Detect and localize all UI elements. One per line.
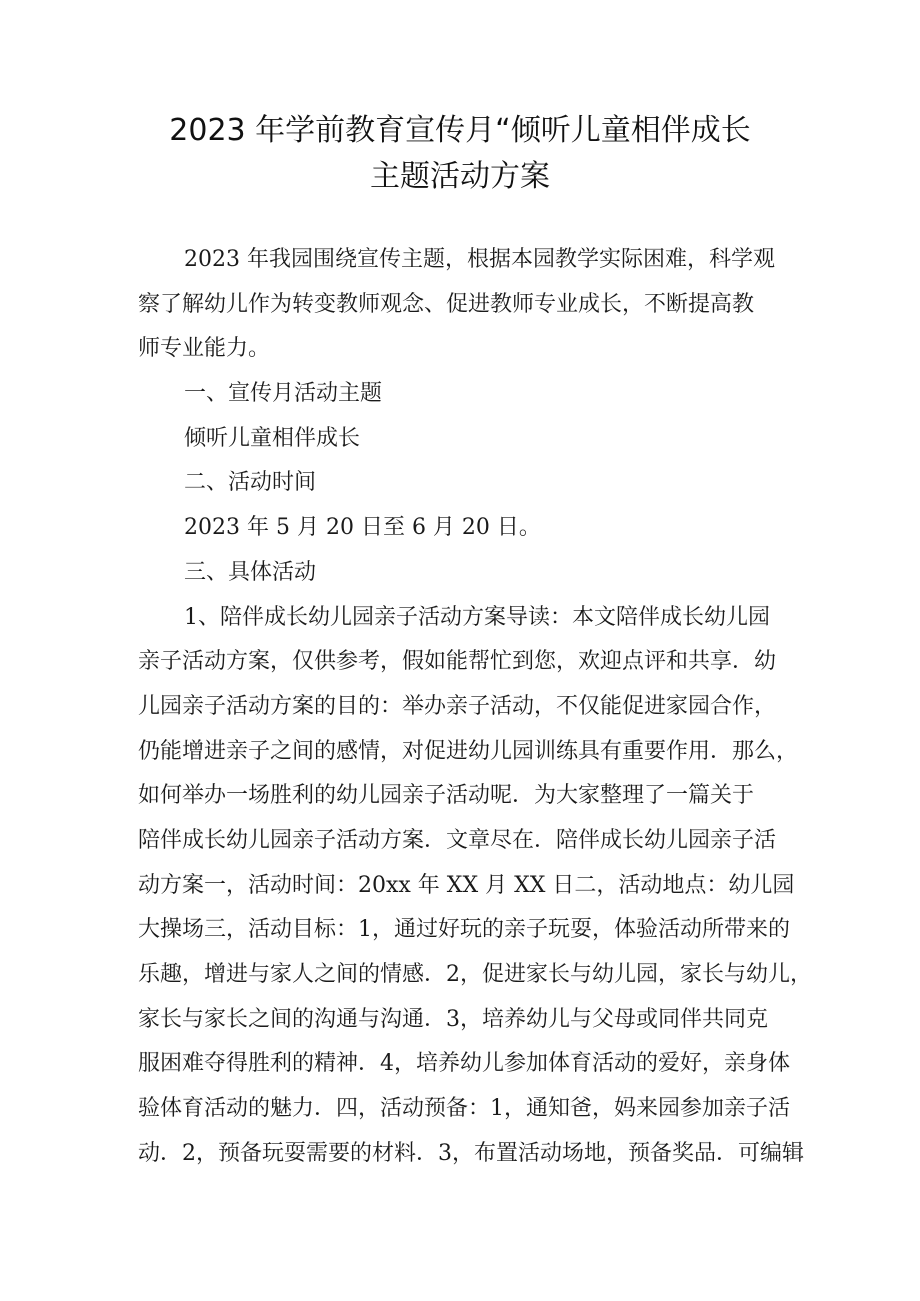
activity-line: 仍能增进亲子之间的感情，对促进幼儿园训练具有重要作用．那么， xyxy=(138,738,799,764)
theme-text: 倾听儿童相伴成长 xyxy=(184,425,361,451)
intro-line: 2023 年我园围绕宣传主题，根据本园教学实际困难，科学观 xyxy=(184,247,775,272)
activity-line: 儿园亲子活动方案的目的：举办亲子活动，不仅能促进家园合作， xyxy=(138,693,777,719)
document-title-line-2: 主题活动方案 xyxy=(370,159,550,194)
activity-line: 家长与家长之间的沟通与沟通．3，培养幼儿与父母或同伴共同克 xyxy=(138,1006,768,1032)
section-heading-time: 二、活动时间 xyxy=(184,470,317,496)
document-title-line-1: 2023 年学前教育宣传月“倾听儿童相伴成长 xyxy=(169,113,751,148)
activity-line: 动方案一，活动时间：20xx 年 XX 月 XX 日二，活动地点：幼儿园 xyxy=(138,872,795,898)
activity-line: 乐趣，增进与家人之间的情感．2，促进家长与幼儿园，家长与幼儿， xyxy=(138,962,812,987)
document-body xyxy=(138,238,812,1176)
activity-line: 服困难夺得胜利的精神．4，培养幼儿参加体育活动的爱好，亲身体 xyxy=(138,1051,790,1077)
activity-line: 大操场三，活动目标：1，通过好玩的亲子玩耍，体验活动所带来的 xyxy=(138,917,790,943)
activity-line: 如何举办一场胜利的幼儿园亲子活动呢．为大家整理了一篇关于 xyxy=(138,783,755,809)
intro-line: 师专业能力。 xyxy=(138,336,271,362)
section-heading-theme: 一、宣传月活动主题 xyxy=(184,381,383,407)
activity-line: 验体育活动的魅力．四，活动预备：1，通知爸，妈来园参加亲子活 xyxy=(138,1096,790,1122)
time-text: 2023 年 5 月 20 日至 6 月 20 日。 xyxy=(184,515,541,541)
activity-line: 1、陪伴成长幼儿园亲子活动方案导读：本文陪伴成长幼儿园 xyxy=(184,604,770,630)
activity-line: 亲子活动方案，仅供参考，假如能帮忙到您，欢迎点评和共享．幼 xyxy=(138,649,777,675)
activity-line: 动．2，预备玩耍需要的材料．3，布置活动场地，预备奖品．可编辑 xyxy=(138,1140,804,1166)
intro-line: 察了解幼儿作为转变教师观念、促进教师专业成长，不断提高教 xyxy=(138,291,755,317)
activity-line: 陪伴成长幼儿园亲子活动方案．文章尽在．陪伴成长幼儿园亲子活 xyxy=(138,827,777,853)
section-heading-activities: 三、具体活动 xyxy=(184,559,317,585)
